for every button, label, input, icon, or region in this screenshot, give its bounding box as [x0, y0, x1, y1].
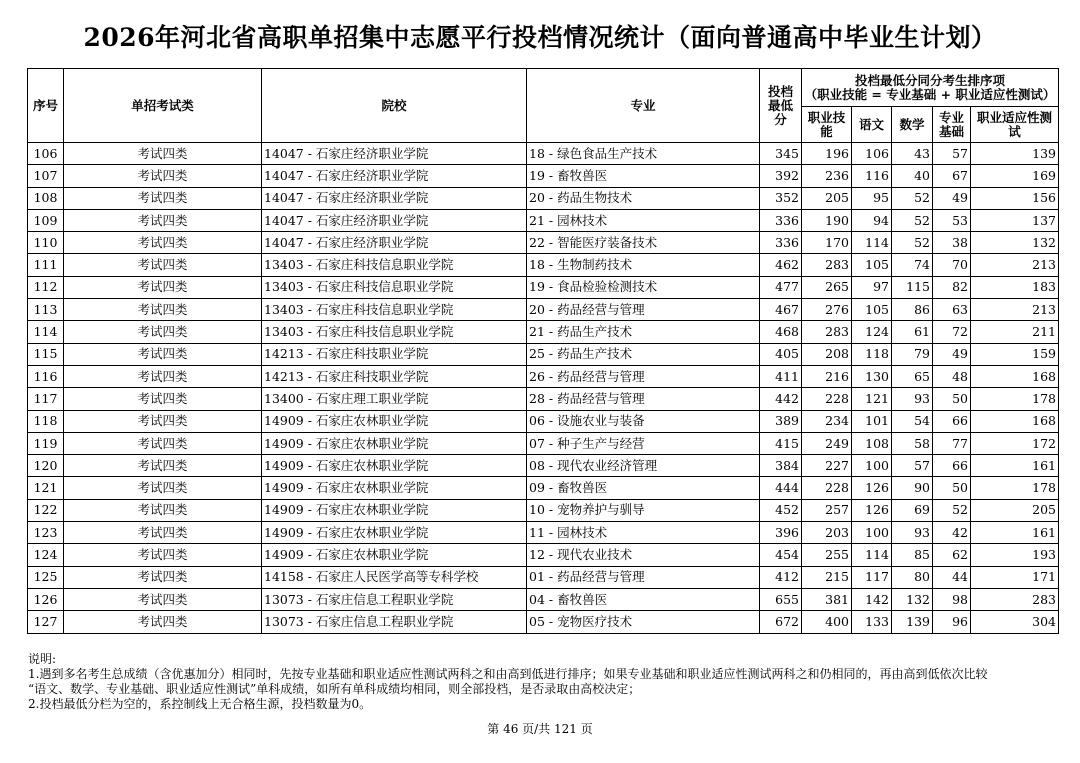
cell-basic: 62	[933, 544, 971, 566]
cell-skill: 196	[802, 143, 852, 165]
cell-category: 考试四类	[64, 499, 262, 521]
cell-school: 14909 - 石家庄农林职业学院	[262, 432, 527, 454]
cell-chinese: 95	[852, 187, 892, 209]
page-title: 2026年河北省高职单招集中志愿平行投档情况统计（面向普通高中毕业生计划）	[83, 23, 997, 52]
cell-major: 06 - 设施农业与装备	[527, 410, 760, 432]
cell-chinese: 133	[852, 611, 892, 633]
cell-skill: 381	[802, 588, 852, 610]
cell-min-score: 411	[760, 365, 802, 387]
cell-seq: 106	[28, 143, 64, 165]
cell-basic: 70	[933, 254, 971, 276]
cell-min-score: 384	[760, 455, 802, 477]
table-row	[28, 276, 1059, 298]
cell-chinese: 130	[852, 365, 892, 387]
cell-school: 14909 - 石家庄农林职业学院	[262, 544, 527, 566]
cell-basic: 42	[933, 522, 971, 544]
cell-school: 13403 - 石家庄科技信息职业学院	[262, 299, 527, 321]
cell-min-score: 467	[760, 299, 802, 321]
cell-skill: 228	[802, 477, 852, 499]
table-row	[28, 165, 1059, 187]
cell-chinese: 124	[852, 321, 892, 343]
cell-chinese: 114	[852, 544, 892, 566]
cell-math: 93	[892, 522, 933, 544]
cell-chinese: 126	[852, 477, 892, 499]
cell-min-score: 454	[760, 544, 802, 566]
cell-min-score: 352	[760, 187, 802, 209]
cell-math: 79	[892, 343, 933, 365]
cell-chinese: 100	[852, 522, 892, 544]
cell-skill: 227	[802, 455, 852, 477]
cell-math: 86	[892, 299, 933, 321]
cell-major: 18 - 绿色食品生产技术	[527, 143, 760, 165]
notes-line-1a: 1.遇到多名考生总成绩（含优惠加分）相同时，先按专业基础和职业适应性测试两科之和由高到低进行排序；如果专业基础和职业适应性测试两科之和仍相同的，再由高到低依次比较	[28, 667, 988, 681]
cell-school: 14213 - 石家庄科技职业学院	[262, 343, 527, 365]
cell-min-score: 345	[760, 143, 802, 165]
cell-category: 考试四类	[64, 388, 262, 410]
cell-category: 考试四类	[64, 566, 262, 588]
cell-major: 20 - 药品经营与管理	[527, 299, 760, 321]
cell-major: 12 - 现代农业技术	[527, 544, 760, 566]
cell-major: 10 - 宠物养护与驯导	[527, 499, 760, 521]
cell-min-score: 452	[760, 499, 802, 521]
cell-skill: 234	[802, 410, 852, 432]
cell-skill: 400	[802, 611, 852, 633]
header-skill: 职业技能	[802, 107, 852, 143]
cell-seq: 110	[28, 232, 64, 254]
cell-min-score: 462	[760, 254, 802, 276]
cell-category: 考试四类	[64, 299, 262, 321]
header-basic: 专业基础	[933, 107, 971, 143]
cell-seq: 123	[28, 522, 64, 544]
table-row	[28, 611, 1059, 633]
cell-school: 14158 - 石家庄人民医学高等专科学校	[262, 566, 527, 588]
notes	[28, 652, 1058, 712]
cell-major: 09 - 畜牧兽医	[527, 477, 760, 499]
table-row	[28, 566, 1059, 588]
cell-skill: 203	[802, 522, 852, 544]
cell-chinese: 114	[852, 232, 892, 254]
table-row	[28, 187, 1059, 209]
cell-seq: 122	[28, 499, 64, 521]
table-row	[28, 432, 1059, 454]
cell-school: 14909 - 石家庄农林职业学院	[262, 522, 527, 544]
cell-skill: 205	[802, 187, 852, 209]
cell-aptitude: 205	[971, 499, 1059, 521]
cell-major: 21 - 药品生产技术	[527, 321, 760, 343]
cell-basic: 53	[933, 209, 971, 231]
header-tiebreak-title: 投档最低分同分考生排序项	[854, 72, 1005, 88]
header-seq: 序号	[28, 69, 64, 143]
cell-major: 26 - 药品经营与管理	[527, 365, 760, 387]
cell-category: 考试四类	[64, 410, 262, 432]
cell-chinese: 100	[852, 455, 892, 477]
cell-chinese: 142	[852, 588, 892, 610]
table-row	[28, 388, 1059, 410]
cell-school: 14047 - 石家庄经济职业学院	[262, 165, 527, 187]
cell-chinese: 116	[852, 165, 892, 187]
cell-school: 13073 - 石家庄信息工程职业学院	[262, 611, 527, 633]
cell-basic: 77	[933, 432, 971, 454]
cell-skill: 216	[802, 365, 852, 387]
cell-min-score: 415	[760, 432, 802, 454]
table-row	[28, 343, 1059, 365]
header-min-score: 投档最低分	[760, 69, 802, 143]
cell-basic: 57	[933, 143, 971, 165]
cell-basic: 63	[933, 299, 971, 321]
cell-aptitude: 283	[971, 588, 1059, 610]
cell-seq: 112	[28, 276, 64, 298]
header-category: 单招考试类	[64, 69, 262, 143]
cell-major: 21 - 园林技术	[527, 209, 760, 231]
cell-skill: 276	[802, 299, 852, 321]
cell-math: 69	[892, 499, 933, 521]
cell-math: 132	[892, 588, 933, 610]
cell-skill: 283	[802, 254, 852, 276]
cell-math: 40	[892, 165, 933, 187]
cell-math: 85	[892, 544, 933, 566]
header-tiebreak-formula: （职业技能 = 专业基础 + 职业适应性测试）	[804, 86, 1056, 102]
table-row	[28, 232, 1059, 254]
cell-major: 08 - 现代农业经济管理	[527, 455, 760, 477]
cell-category: 考试四类	[64, 432, 262, 454]
table-row	[28, 499, 1059, 521]
table-row	[28, 321, 1059, 343]
cell-chinese: 126	[852, 499, 892, 521]
cell-seq: 114	[28, 321, 64, 343]
cell-school: 13403 - 石家庄科技信息职业学院	[262, 321, 527, 343]
cell-category: 考试四类	[64, 232, 262, 254]
cell-major: 11 - 园林技术	[527, 522, 760, 544]
cell-school: 13403 - 石家庄科技信息职业学院	[262, 254, 527, 276]
table-row	[28, 410, 1059, 432]
cell-category: 考试四类	[64, 455, 262, 477]
cell-category: 考试四类	[64, 321, 262, 343]
cell-math: 52	[892, 232, 933, 254]
cell-major: 28 - 药品经营与管理	[527, 388, 760, 410]
header-math: 数学	[892, 107, 933, 143]
cell-basic: 96	[933, 611, 971, 633]
cell-skill: 208	[802, 343, 852, 365]
cell-aptitude: 304	[971, 611, 1059, 633]
cell-aptitude: 211	[971, 321, 1059, 343]
cell-category: 考试四类	[64, 187, 262, 209]
cell-min-score: 442	[760, 388, 802, 410]
header-major: 专业	[527, 69, 760, 143]
cell-chinese: 94	[852, 209, 892, 231]
cell-aptitude: 213	[971, 299, 1059, 321]
cell-seq: 115	[28, 343, 64, 365]
cell-aptitude: 161	[971, 522, 1059, 544]
cell-seq: 125	[28, 566, 64, 588]
cell-category: 考试四类	[64, 544, 262, 566]
cell-school: 13073 - 石家庄信息工程职业学院	[262, 588, 527, 610]
cell-category: 考试四类	[64, 588, 262, 610]
cell-category: 考试四类	[64, 522, 262, 544]
cell-major: 05 - 宠物医疗技术	[527, 611, 760, 633]
cell-min-score: 396	[760, 522, 802, 544]
table-body	[28, 143, 1059, 634]
cell-aptitude: 139	[971, 143, 1059, 165]
cell-chinese: 108	[852, 432, 892, 454]
cell-seq: 126	[28, 588, 64, 610]
cell-aptitude: 169	[971, 165, 1059, 187]
table-row	[28, 143, 1059, 165]
cell-skill: 255	[802, 544, 852, 566]
notes-line-1b: “语文、数学、专业基础、职业适应性测试”单科成绩，如所有单科成绩均相同，则全部投档，是否录取由高校决定；	[28, 682, 641, 696]
cell-min-score: 392	[760, 165, 802, 187]
cell-min-score: 336	[760, 232, 802, 254]
cell-basic: 49	[933, 343, 971, 365]
cell-category: 考试四类	[64, 365, 262, 387]
cell-category: 考试四类	[64, 276, 262, 298]
cell-major: 01 - 药品经营与管理	[527, 566, 760, 588]
table-row	[28, 544, 1059, 566]
cell-school: 13400 - 石家庄理工职业学院	[262, 388, 527, 410]
table-row	[28, 477, 1059, 499]
admission-table	[27, 68, 1059, 634]
cell-skill: 283	[802, 321, 852, 343]
table-row	[28, 209, 1059, 231]
cell-seq: 107	[28, 165, 64, 187]
header-tiebreak-group	[802, 69, 1059, 107]
cell-chinese: 97	[852, 276, 892, 298]
cell-major: 20 - 药品生物技术	[527, 187, 760, 209]
cell-skill: 257	[802, 499, 852, 521]
cell-category: 考试四类	[64, 343, 262, 365]
cell-basic: 48	[933, 365, 971, 387]
cell-category: 考试四类	[64, 477, 262, 499]
cell-math: 65	[892, 365, 933, 387]
cell-aptitude: 161	[971, 455, 1059, 477]
cell-seq: 111	[28, 254, 64, 276]
cell-aptitude: 183	[971, 276, 1059, 298]
cell-major: 19 - 食品检验检测技术	[527, 276, 760, 298]
cell-major: 19 - 畜牧兽医	[527, 165, 760, 187]
cell-aptitude: 193	[971, 544, 1059, 566]
cell-skill: 236	[802, 165, 852, 187]
cell-school: 14047 - 石家庄经济职业学院	[262, 143, 527, 165]
cell-school: 13403 - 石家庄科技信息职业学院	[262, 276, 527, 298]
cell-chinese: 118	[852, 343, 892, 365]
cell-category: 考试四类	[64, 254, 262, 276]
cell-seq: 120	[28, 455, 64, 477]
cell-math: 139	[892, 611, 933, 633]
cell-chinese: 106	[852, 143, 892, 165]
cell-seq: 119	[28, 432, 64, 454]
table-row	[28, 588, 1059, 610]
cell-math: 58	[892, 432, 933, 454]
cell-major: 18 - 生物制药技术	[527, 254, 760, 276]
cell-category: 考试四类	[64, 143, 262, 165]
cell-math: 54	[892, 410, 933, 432]
cell-math: 57	[892, 455, 933, 477]
cell-basic: 52	[933, 499, 971, 521]
cell-school: 14909 - 石家庄农林职业学院	[262, 499, 527, 521]
cell-skill: 170	[802, 232, 852, 254]
cell-aptitude: 159	[971, 343, 1059, 365]
cell-chinese: 105	[852, 299, 892, 321]
cell-seq: 127	[28, 611, 64, 633]
page-footer: 第 46 页/共 121 页	[487, 722, 593, 736]
cell-skill: 190	[802, 209, 852, 231]
cell-seq: 117	[28, 388, 64, 410]
cell-basic: 50	[933, 388, 971, 410]
cell-chinese: 121	[852, 388, 892, 410]
cell-school: 14909 - 石家庄农林职业学院	[262, 477, 527, 499]
cell-major: 07 - 种子生产与经营	[527, 432, 760, 454]
cell-chinese: 105	[852, 254, 892, 276]
cell-aptitude: 171	[971, 566, 1059, 588]
cell-aptitude: 178	[971, 388, 1059, 410]
cell-category: 考试四类	[64, 611, 262, 633]
cell-math: 90	[892, 477, 933, 499]
cell-min-score: 405	[760, 343, 802, 365]
cell-math: 61	[892, 321, 933, 343]
cell-min-score: 655	[760, 588, 802, 610]
cell-aptitude: 168	[971, 410, 1059, 432]
cell-math: 93	[892, 388, 933, 410]
cell-min-score: 468	[760, 321, 802, 343]
header-aptitude: 职业适应性测试	[971, 107, 1059, 143]
cell-basic: 66	[933, 410, 971, 432]
cell-min-score: 336	[760, 209, 802, 231]
cell-major: 04 - 畜牧兽医	[527, 588, 760, 610]
cell-skill: 249	[802, 432, 852, 454]
notes-line-2: 2.投档最低分栏为空的，系控制线上无合格生源，投档数量为0。	[28, 697, 372, 711]
cell-basic: 72	[933, 321, 971, 343]
cell-aptitude: 156	[971, 187, 1059, 209]
cell-basic: 44	[933, 566, 971, 588]
cell-aptitude: 168	[971, 365, 1059, 387]
cell-skill: 265	[802, 276, 852, 298]
cell-school: 14909 - 石家庄农林职业学院	[262, 455, 527, 477]
cell-min-score: 444	[760, 477, 802, 499]
cell-basic: 98	[933, 588, 971, 610]
cell-seq: 108	[28, 187, 64, 209]
table-row	[28, 299, 1059, 321]
cell-skill: 215	[802, 566, 852, 588]
table-row	[28, 522, 1059, 544]
table-row	[28, 455, 1059, 477]
cell-school: 14047 - 石家庄经济职业学院	[262, 209, 527, 231]
cell-basic: 49	[933, 187, 971, 209]
cell-seq: 113	[28, 299, 64, 321]
cell-math: 115	[892, 276, 933, 298]
cell-major: 22 - 智能医疗装备技术	[527, 232, 760, 254]
cell-chinese: 101	[852, 410, 892, 432]
cell-math: 52	[892, 187, 933, 209]
cell-math: 74	[892, 254, 933, 276]
cell-min-score: 412	[760, 566, 802, 588]
cell-major: 25 - 药品生产技术	[527, 343, 760, 365]
cell-aptitude: 213	[971, 254, 1059, 276]
cell-school: 14909 - 石家庄农林职业学院	[262, 410, 527, 432]
cell-seq: 118	[28, 410, 64, 432]
cell-seq: 121	[28, 477, 64, 499]
cell-skill: 228	[802, 388, 852, 410]
cell-math: 52	[892, 209, 933, 231]
header-chinese: 语文	[852, 107, 892, 143]
table-row	[28, 254, 1059, 276]
cell-basic: 82	[933, 276, 971, 298]
cell-seq: 109	[28, 209, 64, 231]
cell-school: 14047 - 石家庄经济职业学院	[262, 232, 527, 254]
cell-basic: 38	[933, 232, 971, 254]
cell-aptitude: 132	[971, 232, 1059, 254]
cell-category: 考试四类	[64, 209, 262, 231]
cell-aptitude: 172	[971, 432, 1059, 454]
cell-min-score: 672	[760, 611, 802, 633]
cell-aptitude: 178	[971, 477, 1059, 499]
cell-chinese: 117	[852, 566, 892, 588]
cell-school: 14213 - 石家庄科技职业学院	[262, 365, 527, 387]
cell-seq: 124	[28, 544, 64, 566]
cell-category: 考试四类	[64, 165, 262, 187]
cell-basic: 66	[933, 455, 971, 477]
notes-heading: 说明:	[28, 652, 57, 666]
cell-min-score: 477	[760, 276, 802, 298]
cell-math: 80	[892, 566, 933, 588]
table-row	[28, 365, 1059, 387]
cell-basic: 67	[933, 165, 971, 187]
cell-school: 14047 - 石家庄经济职业学院	[262, 187, 527, 209]
cell-basic: 50	[933, 477, 971, 499]
cell-math: 43	[892, 143, 933, 165]
header-school: 院校	[262, 69, 527, 143]
cell-seq: 116	[28, 365, 64, 387]
cell-aptitude: 137	[971, 209, 1059, 231]
cell-min-score: 389	[760, 410, 802, 432]
